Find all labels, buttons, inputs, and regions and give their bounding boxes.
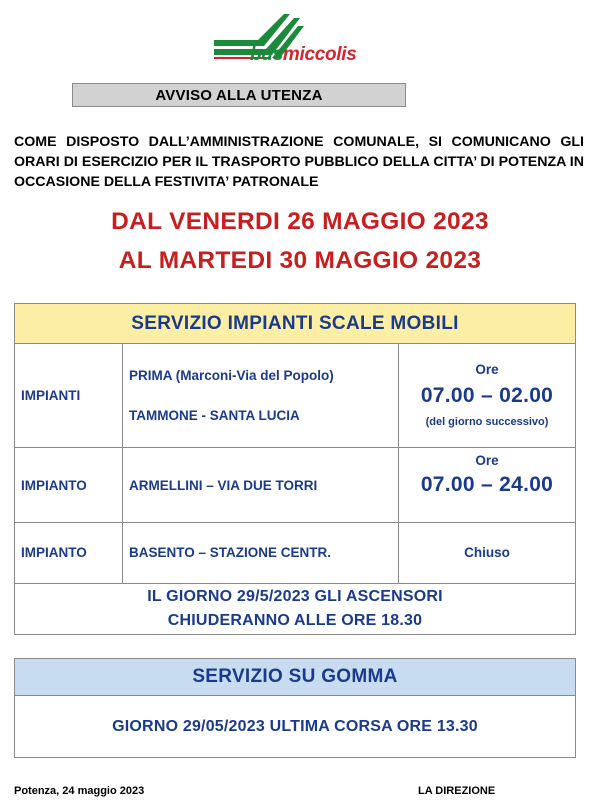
elevator-closing-note [15, 584, 575, 634]
row-label: IMPIANTO [21, 545, 87, 560]
date-to: AL MARTEDI 30 MAGGIO 2023 [118, 247, 482, 274]
bus-table-header: SERVIZIO SU GOMMA [15, 659, 575, 696]
row-label-cell [15, 523, 123, 583]
notice-intro: COME DISPOSTO DALL’AMMINISTRAZIONE COMUNALE, SI COMUNICANO GLI ORARI DI ESERCIZIO PER IL TRASPORTO PUBBLICO DELLA CITTA’ DI POTENZA IN OCCASIONE DELLA FESTIVITA’ PATRONALE [14, 134, 584, 190]
notice-title: AVVISO ALLA UTENZA [155, 86, 323, 104]
escalator-table-header: SERVIZIO IMPIANTI SCALE MOBILI [15, 304, 575, 344]
row-names-cell [123, 523, 399, 583]
elevator-note-line1: IL GIORNO 29/5/2023 GLI ASCENSORI [147, 588, 443, 605]
facility-name: PRIMA (Marconi-Via del Popolo) [129, 368, 334, 383]
facility-name: ARMELLINI – VIA DUE TORRI [129, 478, 318, 493]
brand-word-bus: bus [250, 44, 283, 65]
row-names-cell [123, 344, 399, 447]
bus-service-table [14, 658, 576, 758]
table-row [15, 344, 575, 448]
hours-prefix: Ore [475, 453, 499, 468]
hours-range: 07.00 – 24.00 [420, 473, 554, 496]
date-from: DAL VENERDI 26 MAGGIO 2023 [111, 208, 489, 235]
notice-title-banner [72, 83, 406, 107]
row-label: IMPIANTO [21, 478, 87, 493]
bus-last-run-note: GIORNO 29/05/2023 ULTIMA CORSA ORE 13.30 [112, 717, 478, 735]
table-row [15, 448, 575, 523]
brand-word-miccolis: miccolis [282, 44, 357, 65]
hours-prefix: Ore [475, 362, 499, 377]
table-row [15, 523, 575, 584]
row-hours-cell [399, 448, 575, 522]
elevator-note-line2: CHIUDERANNO ALLE ORE 18.30 [167, 612, 423, 629]
facility-name: BASENTO – STAZIONE CENTR. [129, 545, 332, 560]
row-status-cell [399, 523, 575, 583]
footer-signature: LA DIREZIONE [418, 785, 496, 797]
facility-name: TAMMONE - SANTA LUCIA [129, 408, 300, 423]
row-hours-cell [399, 344, 575, 447]
row-names-cell [123, 448, 399, 522]
hours-range: 07.00 – 02.00 [420, 384, 554, 407]
brand-wordmark [250, 44, 357, 66]
row-label-cell [15, 344, 123, 447]
status-closed: Chiuso [464, 545, 510, 560]
hours-note: (del giorno successivo) [425, 416, 549, 428]
footer-place-date: Potenza, 24 maggio 2023 [14, 785, 145, 797]
escalator-service-table [14, 303, 576, 635]
row-label: IMPIANTI [21, 388, 81, 403]
row-label-cell [15, 448, 123, 522]
